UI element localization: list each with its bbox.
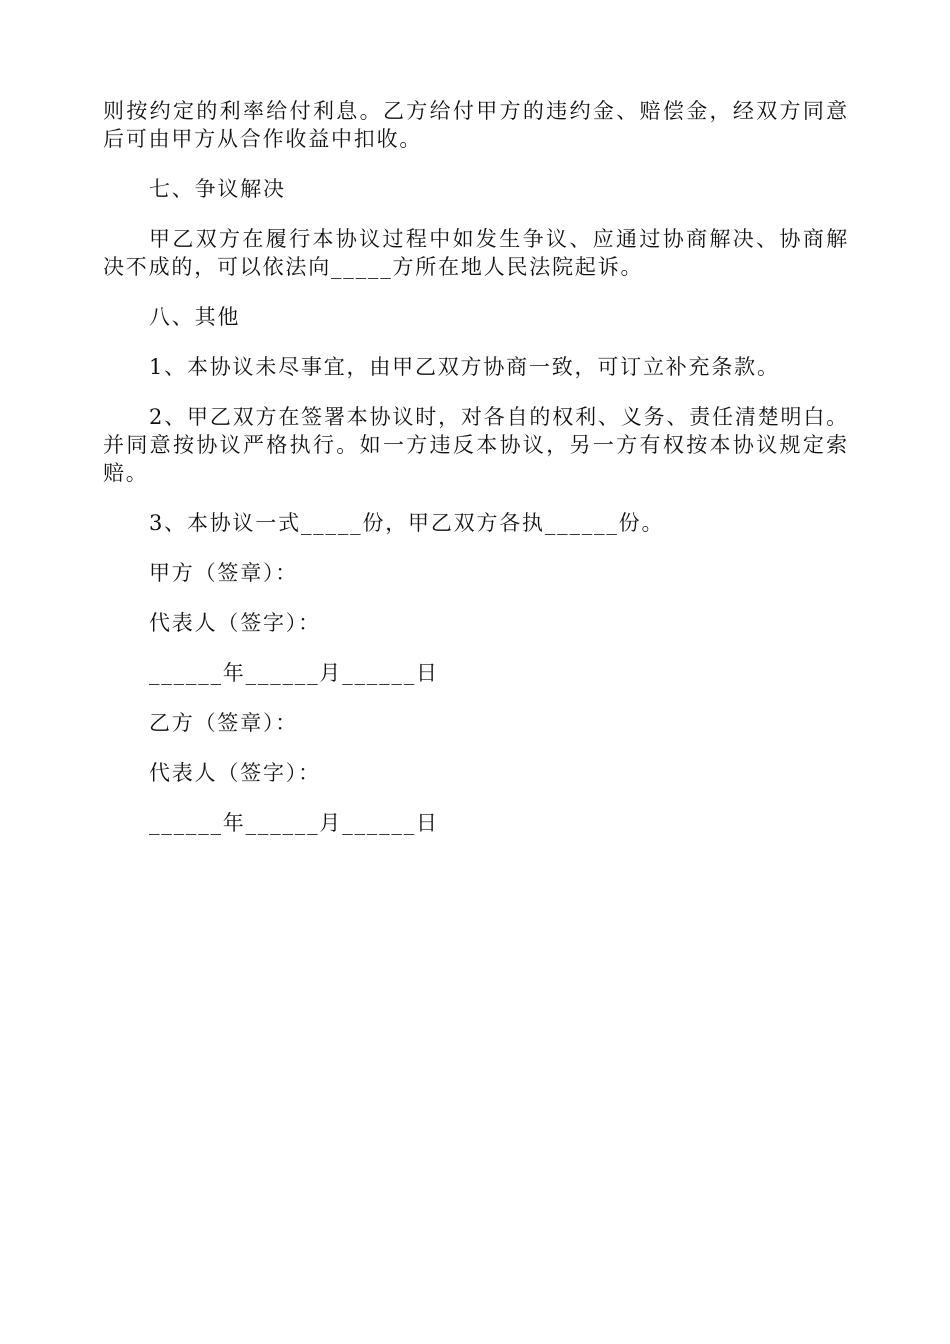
clause-item-1: 1、本协议未尽事宜，由甲乙双方协商一致，可订立补充条款。: [149, 355, 780, 379]
paragraph-interest-terms: 则按约定的利率给付利息。乙方给付甲方的违约金、赔偿金，经双方同意后可由甲方从合作收益中扣收。: [103, 99, 849, 151]
party-b-representative-label: 代表人（签字）：: [149, 761, 321, 785]
paragraph-dispute-resolution: 甲乙双方在履行本协议过程中如发生争议、应通过协商解决、协商解决不成的，可以依法向_____方所在地人民法院起诉。: [103, 227, 849, 279]
section-heading-dispute: 七、争议解决: [149, 177, 286, 201]
section-heading-other: 八、其他: [149, 305, 241, 329]
party-a-representative-label: 代表人（签字）：: [149, 611, 321, 635]
document-body: [103, 97, 849, 859]
party-a-seal-label: 甲方（签章）：: [149, 561, 299, 585]
clause-item-3: 3、本协议一式_____份，甲乙双方各执______份。: [149, 511, 665, 535]
party-a-date-line: ______年______月______日: [149, 661, 439, 685]
party-b-seal-label: 乙方（签章）：: [149, 711, 299, 735]
clause-item-2: 2、甲乙双方在签署本协议时，对各自的权利、义务、责任清楚明白。并同意按协议严格执行。如一方违反本协议，另一方有权按本协议规定索赔。: [103, 405, 849, 485]
party-b-date-line: ______年______月______日: [149, 811, 439, 835]
